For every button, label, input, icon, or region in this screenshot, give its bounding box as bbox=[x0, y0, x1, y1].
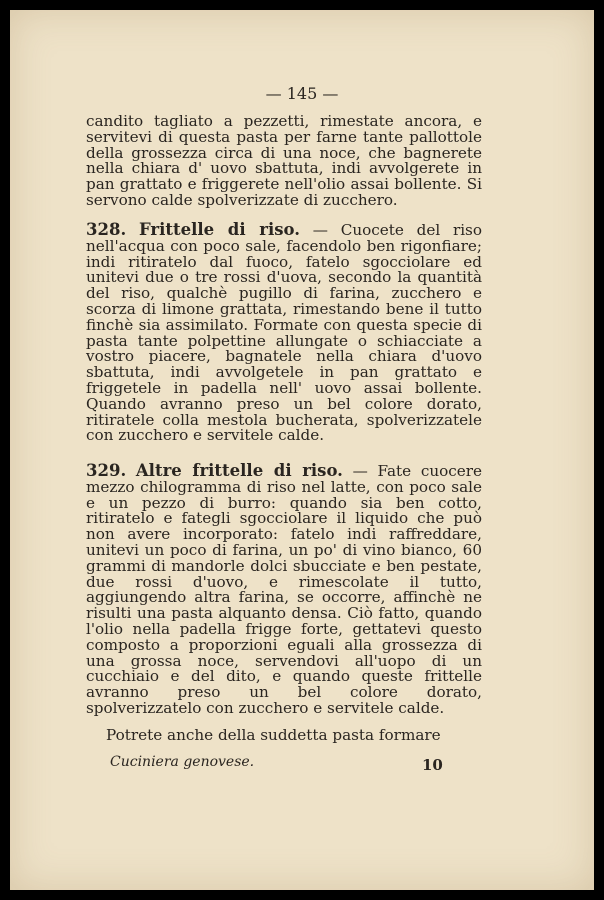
recipe-number: 328. bbox=[86, 220, 127, 239]
running-title: Cuciniera genovese. bbox=[110, 754, 255, 770]
recipe-title: Frittelle di riso. bbox=[138, 220, 300, 239]
recipe-paragraph bbox=[86, 463, 482, 717]
recipe-title: Altre frittelle di riso. bbox=[135, 461, 343, 480]
signature-mark: 10 bbox=[422, 756, 443, 774]
recipe-328 bbox=[86, 222, 482, 444]
recipe-329 bbox=[86, 463, 482, 717]
book-page bbox=[10, 10, 594, 890]
recipe-body: — Fate cuocere mezzo chilogramma di riso nel latte, con poco sale e un pezzo di burro: quando sia ben cotto, ritiratelo e fategli sgocciolare il liquido che può non avere incorporato: fatelo indi raffreddare, unitevi un poco di farina, un po' di vino bianco, 60 grammi di mandorle dolci sbucciate e ben pestate, due rossi d'uovo, e rimescolate il tutto, aggiungendo altra farina, se occorre, affinchè ne risulti una pasta alquanto densa. Ciò fatto, quando l'olio nella padella frigge forte, gettatevi questo composto a proporzioni eguali alla grossezza di una grossa noce, servendovi all'uopo di un cucchiaio e del dito, e quando queste frittelle avranno preso un bel colore dorato, spolverizzatelo con zucchero e servitele calde. bbox=[86, 462, 482, 717]
intro-paragraph-block bbox=[86, 114, 482, 209]
recipe-paragraph bbox=[86, 222, 482, 444]
recipe-number: 329. bbox=[86, 461, 127, 480]
continuation-text: Potrete anche della suddetta pasta formare bbox=[106, 726, 441, 744]
recipe-body: — Cuocete del riso nell'acqua con poco sale, facendolo ben rigonfiare; indi ritiratelo dal fuoco, fatelo sgocciolare ed unitevi due o tre rossi d'uova, secondo la quantità del riso, qualchè pugillo di farina, zucchero e scorza di limone grattata, rimestando bene il tutto finchè sia assimilato. Formate con questa specie di pasta tante polpettine allungate o schiacciate a vostro piacere, bagnatele nella chiara d'uovo sbattuta, indi avvolgetele in pan grattato e friggetele in padella nell' uovo assai bollente. Quando avranno preso un bel colore dorato, ritiratele colla mestola bucherata, spolverizzatele con zucchero e servitele calde. bbox=[86, 221, 482, 445]
page-number: — 145 — bbox=[265, 84, 339, 103]
intro-paragraph: candito tagliato a pezzetti, rimestate ancora, e servitevi di questa pasta per farne tante pallottole della grossezza circa di una noce, che bagnerete nella chiara d' uovo sbattuta, indi avvolgerete in pan grattato e friggerete nell'olio assai bollente. Si servono calde spolverizzate di zucchero. bbox=[86, 112, 482, 209]
continuation-block bbox=[86, 728, 482, 744]
